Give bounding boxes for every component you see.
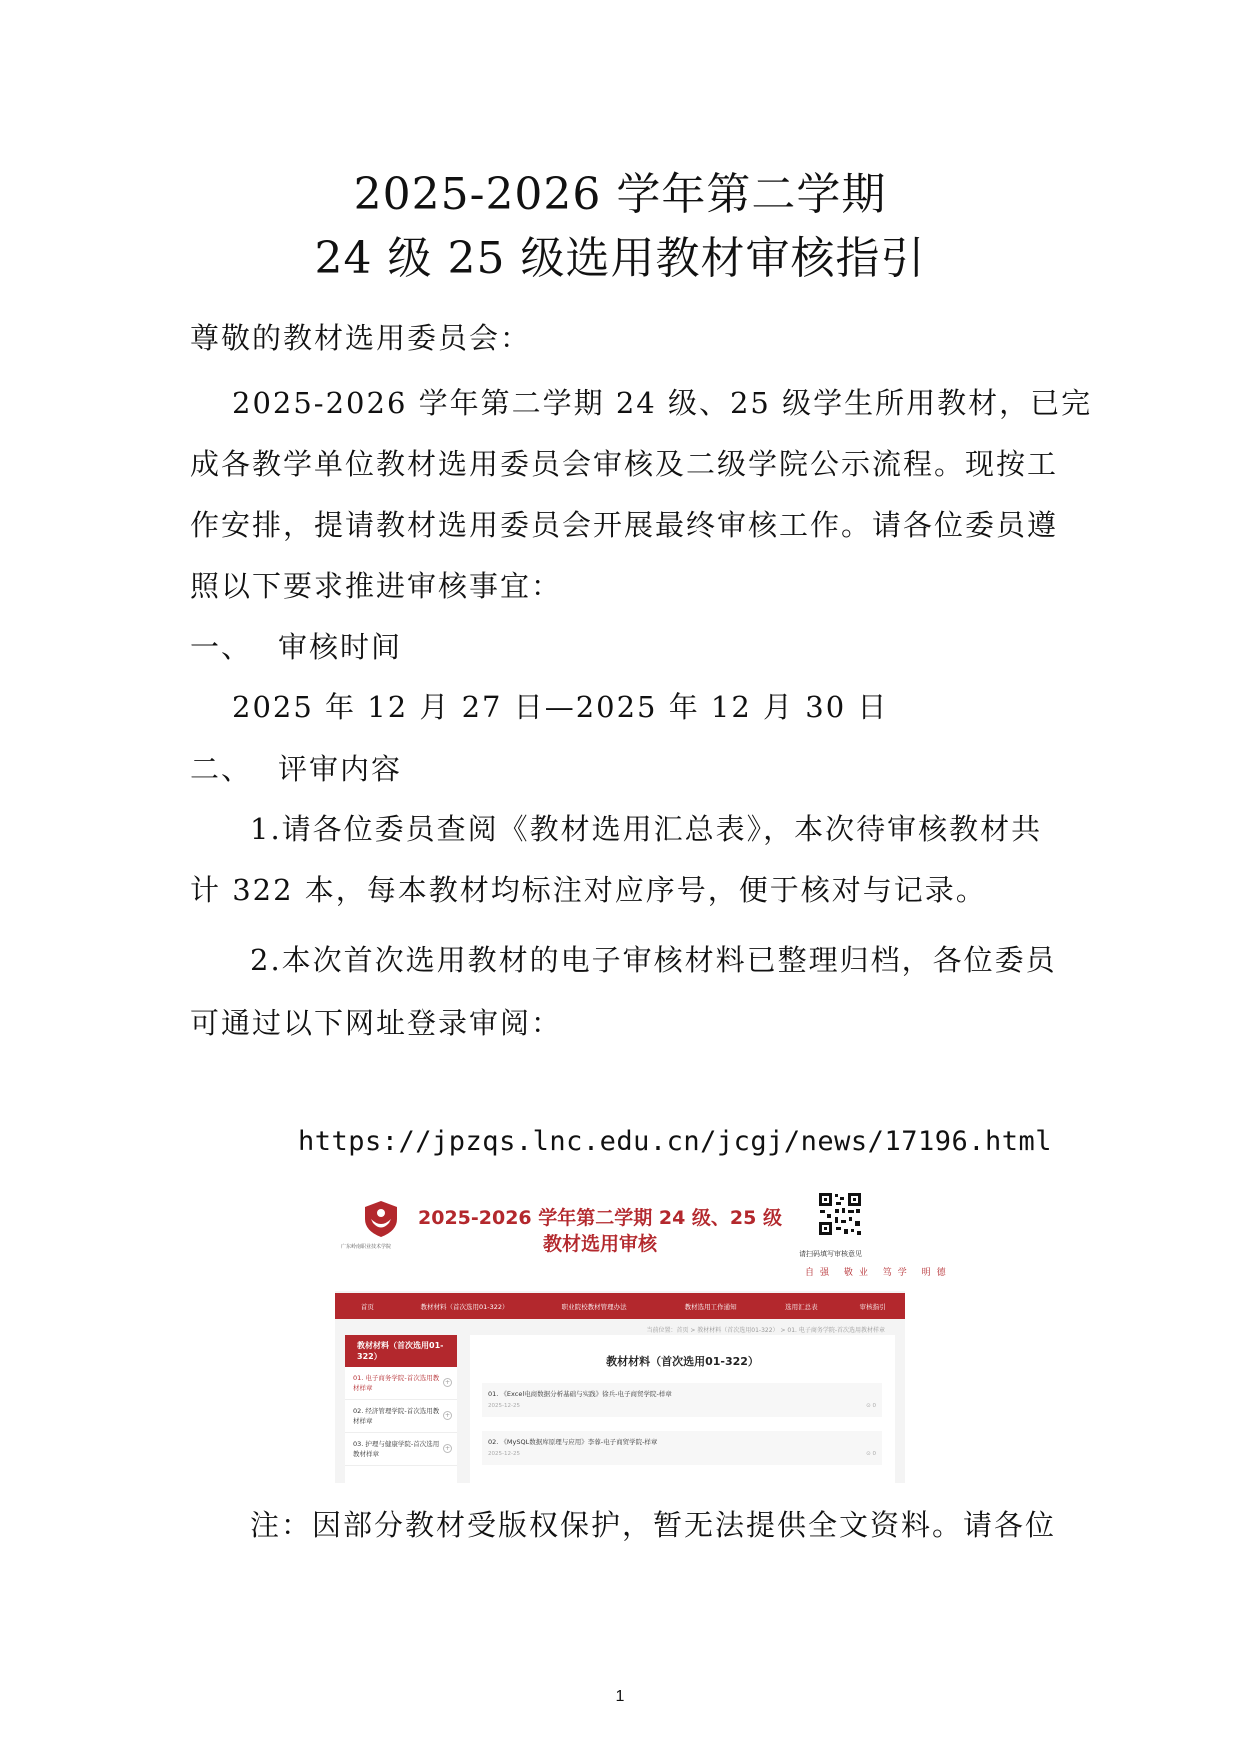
section1-heading: 审核时间 [278,630,403,664]
page-number: 1 [615,1688,625,1705]
screenshot-header [335,1183,952,1291]
nav-item-home[interactable]: 首页 [360,1302,374,1311]
review-period: 2025 年 12 月 27 日—2025 年 12 月 30 日 [232,690,889,724]
item1-line: 计 322 本，每本教材均标注对应序号，便于核对与记录。 [190,873,987,907]
salutation: 尊敬的教材选用委员会： [190,321,532,355]
sidebar-item-label: 03. 护理与健康学院-首次选用教材样章 [353,1440,440,1458]
motto-word: 自强 [805,1268,836,1278]
plus-icon: + [444,1379,451,1386]
entry-view-count: ⊙ 0 [866,1451,876,1457]
section2-number: 二、 [190,752,253,786]
screenshot-title-line2: 教材选用审核 [542,1233,657,1255]
plus-icon: + [444,1445,451,1452]
sidebar-item-label: 02. 经济管理学院-首次选用教材样章 [353,1407,440,1425]
nav-item-notice[interactable]: 教材选用工作通知 [684,1302,737,1311]
qr-code-icon [817,1191,863,1237]
intro-line: 2025-2026 学年第二学期 24 级、25 级学生所用教材，已完 [232,386,1093,420]
list-item[interactable] [482,1431,882,1465]
view-count: 0 [872,1451,876,1457]
plus-icon: + [444,1412,451,1419]
screenshot-nav-bar [335,1293,905,1319]
nav-item-summary[interactable]: 选用汇总表 [785,1302,818,1311]
website-screenshot [335,1183,952,1483]
sidebar-title: 教材材料（首次选用01-322） [345,1335,457,1367]
entry-date: 2025-12-25 [488,1451,520,1457]
nav-item-materials[interactable]: 教材材料（首次选用01-322） [420,1302,509,1311]
section1-number: 一、 [190,630,253,664]
sidebar-item[interactable] [345,1433,457,1466]
logo-caption: 广东岭南职业技术学院 [341,1244,392,1250]
screenshot-title [395,1205,805,1257]
qr-caption: 请扫码填写审核意见 [799,1250,862,1258]
entry-view-count: ⊙ 0 [866,1403,876,1409]
nav-item-guide[interactable]: 审核指引 [859,1302,886,1311]
nav-item-regulations[interactable]: 职业院校教材管理办法 [561,1302,627,1311]
item1-line: 1.请各位委员查阅《教材选用汇总表》，本次待审核教材共 [250,812,1043,846]
entry-title: 02. 《MySQL数据库原理与应用》李蓉-电子商贸学院-样章 [488,1438,658,1446]
item2-line: 2.本次首次选用教材的电子审核材料已整理归档，各位委员 [250,943,1057,977]
list-item[interactable] [482,1383,882,1417]
motto [805,1265,952,1278]
view-count: 0 [872,1403,876,1409]
section2-heading: 评审内容 [278,752,403,786]
document-title-line2: 24 级 25 级选用教材审核指引 [314,233,926,284]
sidebar-item-label: 01. 电子商务学院-首次选用教材样章 [353,1374,440,1392]
screenshot-sidebar [345,1335,457,1485]
item2-line: 可通过以下网址登录审阅： [190,1006,563,1040]
sidebar-item[interactable] [345,1367,457,1400]
intro-line: 成各教学单位教材选用委员会审核及二级学院公示流程。现按工 [190,447,1059,481]
motto-word: 明德 [921,1268,952,1278]
motto-word: 敬业 [843,1268,874,1278]
note: 注：因部分教材受版权保护，暂无法提供全文资料。请各位 [250,1508,1057,1542]
main-title: 教材材料（首次选用01-322） [606,1355,759,1368]
sidebar-item[interactable] [345,1400,457,1433]
entry-title: 01. 《Excel电商数据分析基础与实践》徐兵-电子商贸学院-样章 [488,1390,672,1398]
intro-line: 照以下要求推进审核事宜： [190,569,563,603]
breadcrumb: 当前位置：首页 > 教材材料（首次选用01-322） > 01. 电子商务学院-首次选用教材样章 [646,1327,885,1334]
motto-word: 笃学 [882,1268,913,1278]
screenshot-title-line1: 2025-2026 学年第二学期 24 级、25 级 [418,1207,782,1229]
entry-date: 2025-12-25 [488,1403,520,1409]
intro-line: 作安排，提请教材选用委员会开展最终审核工作。请各位委员遵 [190,508,1059,542]
document-title-line1: 2025-2026 学年第二学期 [353,169,887,220]
screenshot-main [470,1335,895,1485]
review-url-link[interactable]: https://jpzqs.lnc.edu.cn/jcgj/news/17196.html [298,1126,1052,1157]
